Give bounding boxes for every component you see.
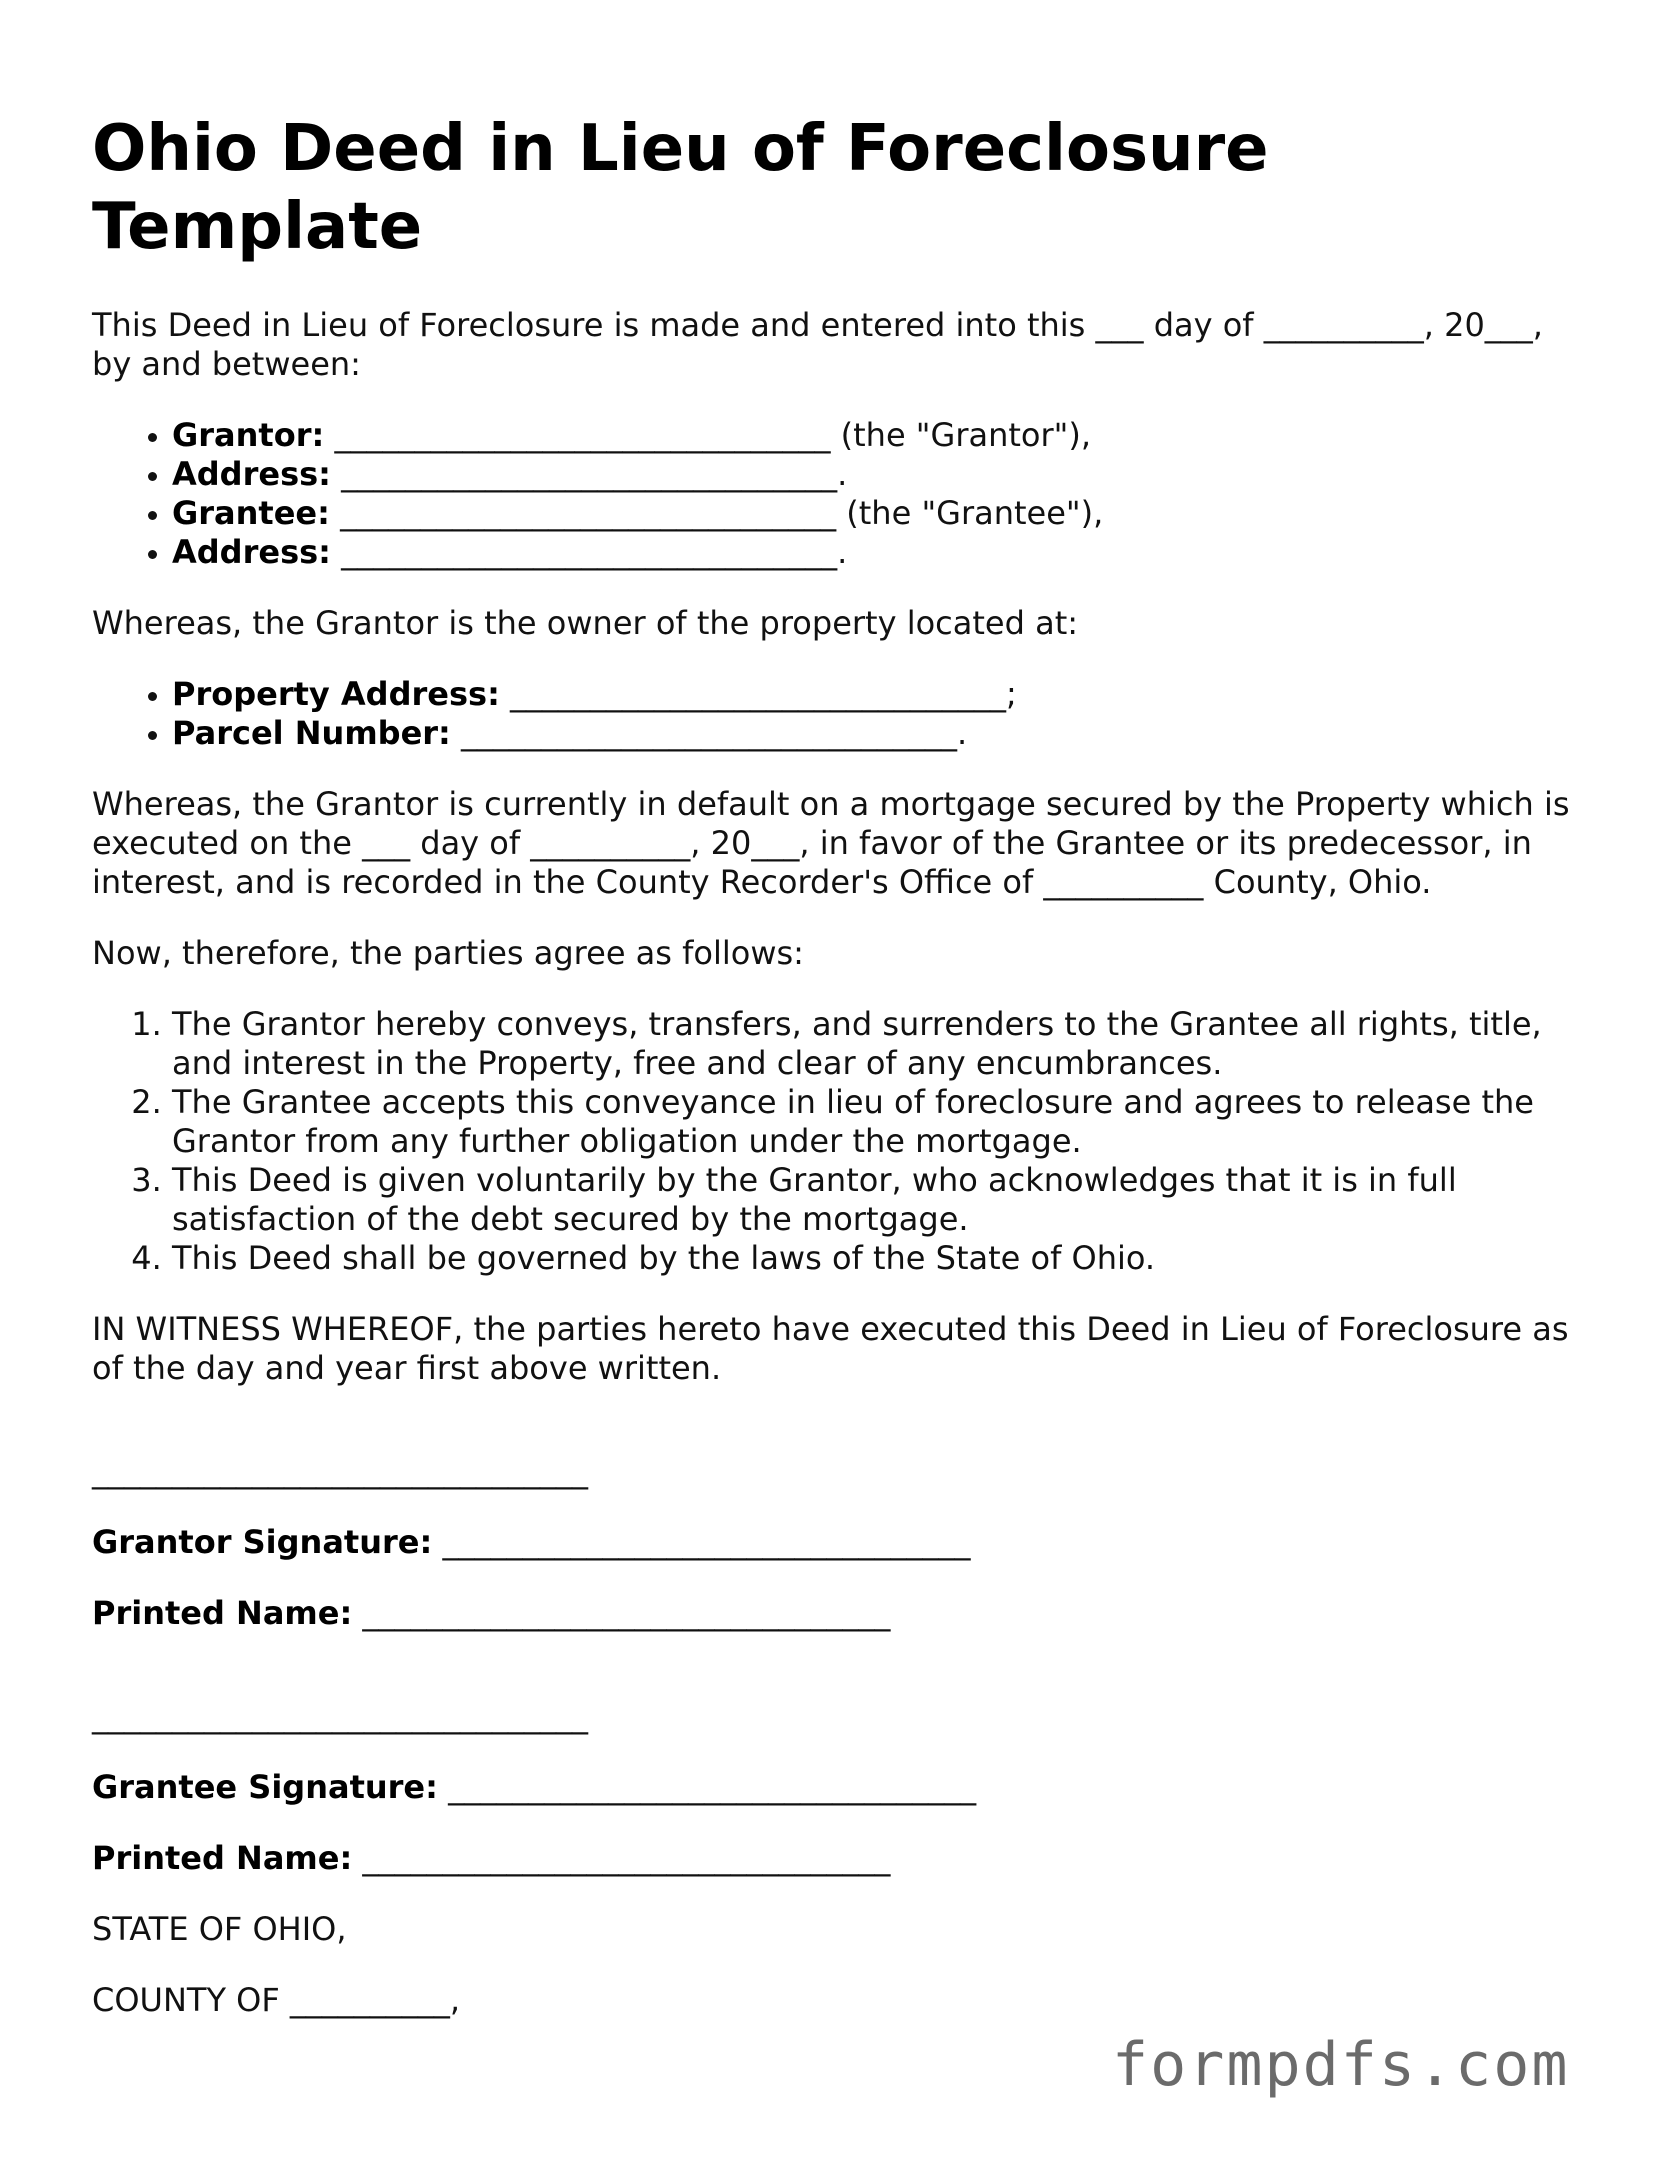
grantee-printed-name-label: Printed Name:	[92, 1839, 353, 1877]
county-line: COUNTY OF __________,	[92, 1981, 461, 2019]
term-item: 1. The Grantor hereby conveys, transfers, and surrenders to the Grantee all rights, title, and interest in the Property, free and clear of any encumbrances.	[172, 1005, 1592, 1083]
property-value: _______________________________;	[499, 675, 1017, 713]
terms-list	[92, 1005, 1592, 1278]
party-item	[172, 533, 1592, 572]
intro-paragraph: This Deed in Lieu of Foreclosure is made and entered into this ___ day of __________, 20___, by and between:	[92, 306, 1543, 383]
property-item	[172, 675, 1592, 714]
watermark-logo: formpdfs.com	[1112, 2030, 1570, 2100]
grantee-printed-name-field	[92, 1839, 1592, 1878]
party-value: _______________________________.	[330, 533, 848, 571]
party-item	[172, 455, 1592, 494]
grantee-signature-label: Grantee Signature:	[92, 1768, 438, 1806]
property-item	[172, 714, 1592, 753]
party-label: Grantor:	[172, 416, 325, 454]
grantor-printed-name-field	[92, 1594, 1592, 1633]
spacer	[92, 1420, 1592, 1452]
grantor-signature-label: Grantor Signature:	[92, 1523, 433, 1561]
grantee-signature-field	[92, 1768, 1592, 1807]
document-page	[92, 110, 1592, 2052]
party-label: Grantee:	[172, 494, 330, 532]
grantee-printed-name-value: _________________________________	[352, 1839, 891, 1877]
party-label: Address:	[172, 533, 331, 571]
state-line: STATE OF OHIO,	[92, 1910, 347, 1948]
grantor-signature-field	[92, 1523, 1592, 1562]
term-item: 3. This Deed is given voluntarily by the Grantor, who acknowledges that it is in full satisfaction of the debt secured by the mortgage.	[172, 1161, 1592, 1239]
property-label: Parcel Number:	[172, 714, 451, 752]
property-list	[92, 675, 1592, 753]
grantee-signature-value: _________________________________	[437, 1768, 977, 1806]
party-value: _______________________________.	[330, 455, 848, 493]
grantor-printed-name-label: Printed Name:	[92, 1594, 353, 1632]
property-label: Property Address:	[172, 675, 500, 713]
witness-paragraph: IN WITNESS WHEREOF, the parties hereto have executed this Deed in Lieu of Foreclosure as of the day and year first above written.	[92, 1310, 1569, 1387]
party-value: _______________________________ (the "Grantor"),	[324, 416, 1092, 454]
grantor-signature-value: _________________________________	[432, 1523, 971, 1561]
parties-list	[92, 416, 1592, 572]
party-item	[172, 416, 1592, 455]
party-label: Address:	[172, 455, 331, 493]
document-title: Ohio Deed in Lieu of Foreclosure Template	[92, 112, 1269, 264]
party-value: _______________________________ (the "Grantee"),	[329, 494, 1104, 532]
term-item: 2. The Grantee accepts this conveyance in lieu of foreclosure and agrees to release the Grantor from any further obligation under the mortgage.	[172, 1083, 1592, 1161]
grantor-printed-name-value: _________________________________	[352, 1594, 891, 1632]
now-therefore-paragraph: Now, therefore, the parties agree as follows:	[92, 934, 804, 972]
whereas-default-paragraph: Whereas, the Grantor is currently in default on a mortgage secured by the Property which is executed on the ___ day of __________, 20___, in favor of the Grantee or its predecessor, in interest, and is recorded in the County Recorder's Office of __________ County, Ohio.	[92, 785, 1570, 901]
property-value: _______________________________.	[450, 714, 968, 752]
spacer	[92, 1665, 1592, 1697]
term-item: 4. This Deed shall be governed by the laws of the State of Ohio.	[172, 1239, 1592, 1278]
grantor-signature-blank-line: _______________________________	[92, 1452, 588, 1490]
whereas-owner-paragraph: Whereas, the Grantor is the owner of the property located at:	[92, 604, 1079, 642]
grantee-signature-blank-line: _______________________________	[92, 1697, 588, 1735]
party-item	[172, 494, 1592, 533]
